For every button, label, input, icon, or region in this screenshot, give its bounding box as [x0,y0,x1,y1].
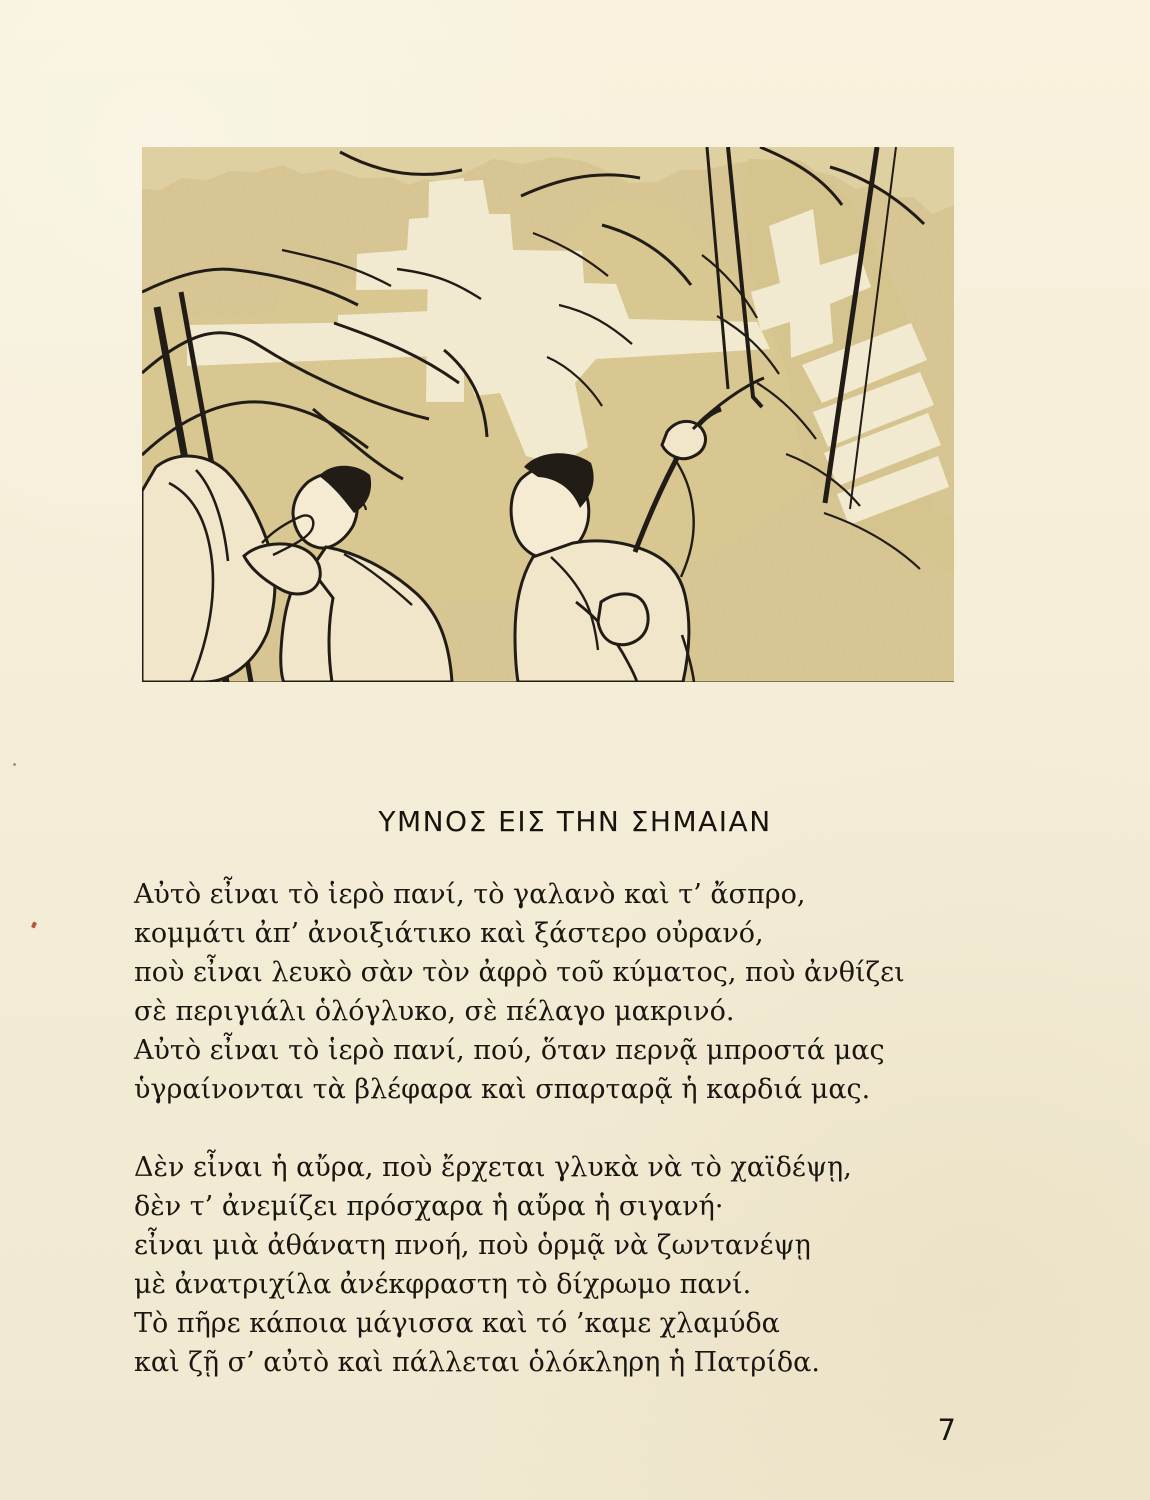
stanza-1-line-1: Αὐτὸ εἶναι τὸ ἱερὸ πανί, τὸ γαλανὸ καὶ τ’ ἄσπρο, [134,879,806,910]
poem-stanza-2 [134,1148,994,1382]
stanza-1-line-3: ποὺ εἶναι λευκὸ σὰν τὸν ἀφρὸ τοῦ κύματος, ποὺ ἀνθίζει [134,957,905,988]
margin-dot [13,763,16,766]
page-number: 7 [937,1413,956,1447]
stanza-2-line-5: Τὸ πῆρε κάποια μάγισσα καὶ τό ’καμε χλαμύδα [134,1308,780,1339]
margin-mark [31,921,37,928]
stanza-1-line-4: σὲ περιγιάλι ὁλόγλυκο, σὲ πέλαγο μακρινό. [134,996,735,1027]
stanza-2-line-1: Δὲν εἶναι ἡ αὔρα, ποὺ ἔρχεται γλυκὰ νὰ τὸ χαϊδέψῃ, [134,1152,852,1183]
stanza-1-line-6: ὑγραίνονται τὰ βλέφαρα καὶ σπαρταρᾷ ἡ καρδιά μας. [134,1074,871,1105]
illustration [142,147,954,682]
stanza-2-line-3: εἶναι μιὰ ἀθάνατη πνοή, ποὺ ὁρμᾷ νὰ ζωντανέψῃ [134,1230,811,1261]
stanza-2-line-4: μὲ ἀνατριχίλα ἀνέκφραστη τὸ δίχρωμο πανί. [134,1269,752,1300]
stanza-2-line-6: καὶ ζῇ σ’ αὐτὸ καὶ πάλλεται ὁλόκληρη ἡ Πατρίδα. [134,1347,820,1378]
stanza-1-line-5: Αὐτὸ εἶναι τὸ ἱερὸ πανί, πού, ὅταν περνᾷ μπροστά μας [134,1035,885,1066]
stanza-1-line-2: κομμάτι ἀπ’ ἀνοιξιάτικο καὶ ξάστερο οὐρανό, [134,918,764,949]
stanza-2-line-2: δὲν τ’ ἀνεμίζει πρόσχαρα ἡ αὔρα ἡ σιγανή· [134,1191,724,1222]
poem-title: ΥΜΝΟΣ ΕΙΣ ΤΗΝ ΣΗΜΑΙΑΝ [378,805,772,838]
poem-stanza-1 [134,875,994,1109]
